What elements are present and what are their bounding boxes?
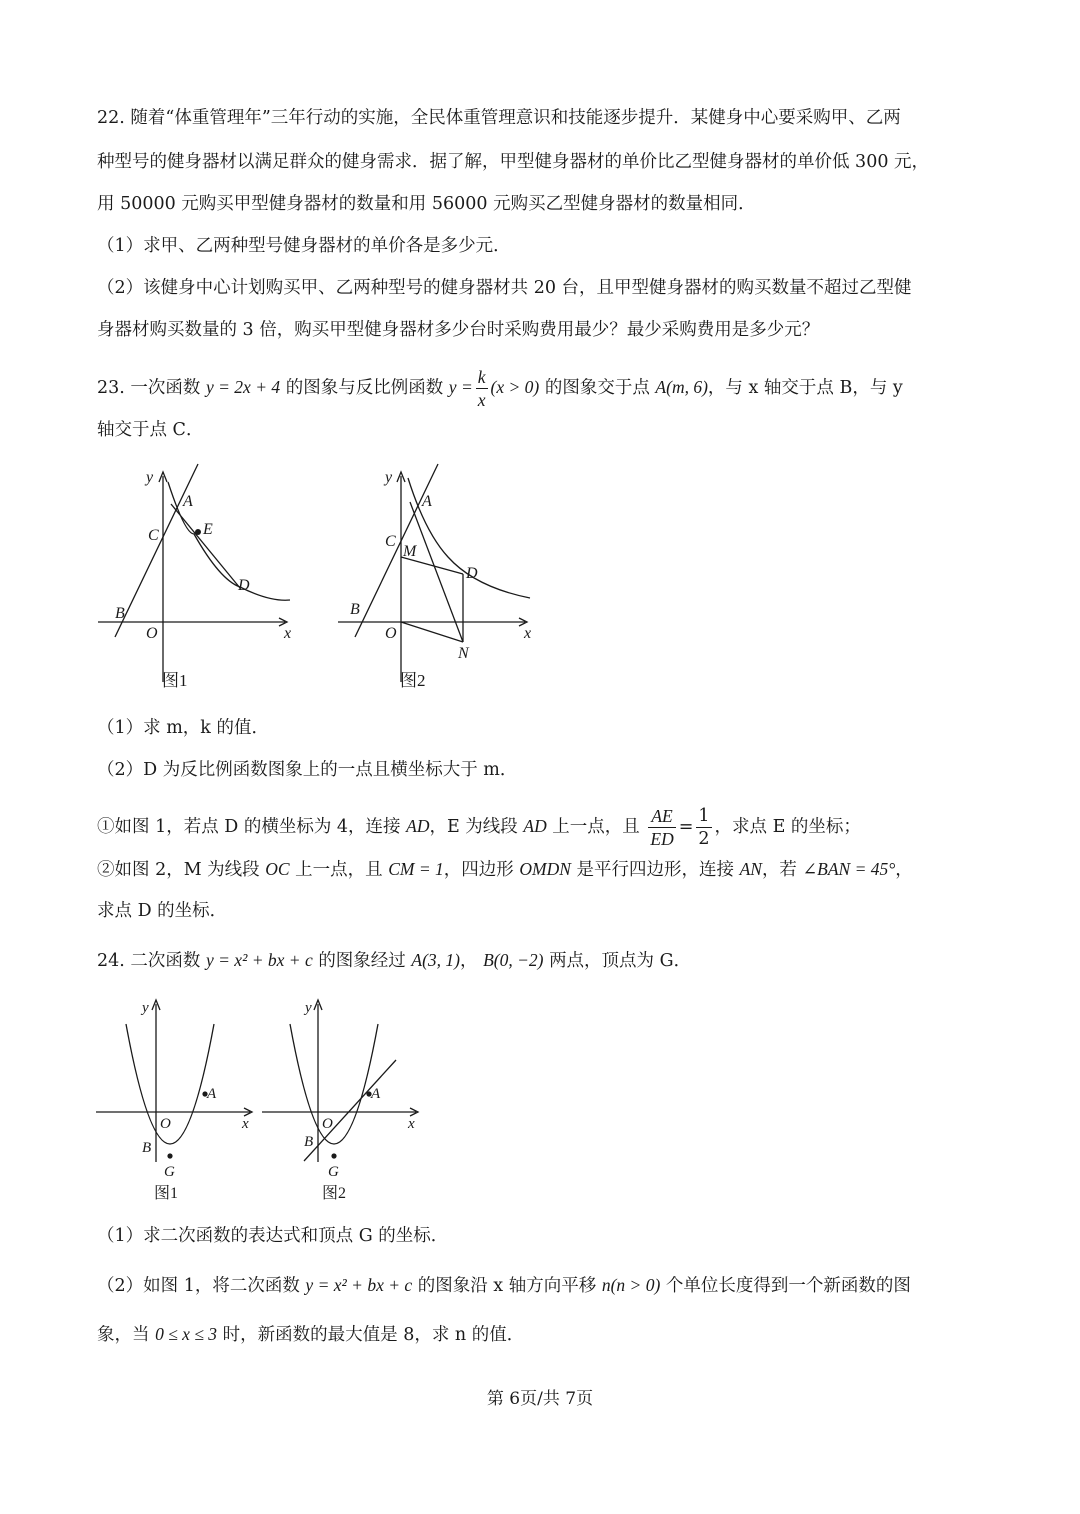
figure-1-caption: 图1 bbox=[154, 1185, 179, 1202]
q22-part-2-line-1: （2）该健身中心计划购买甲、乙两种型号的健身器材共 20 台，且甲型健身器材的购买数量不超过乙型健 bbox=[97, 278, 912, 298]
label-n: N bbox=[458, 645, 469, 662]
label-x: x bbox=[524, 625, 532, 642]
q24-figure-2 bbox=[258, 994, 428, 1206]
q24-figure-1 bbox=[90, 994, 260, 1206]
label-b: B bbox=[304, 1134, 314, 1150]
linear-line bbox=[355, 464, 438, 637]
label-y: y bbox=[385, 469, 393, 486]
q23-inverse-fraction: $\frac{k}{x}$ bbox=[477, 367, 486, 410]
ratio-one-half: $\frac{1}{2}$ bbox=[698, 806, 710, 849]
q23-intro-line-2: 轴交于点 C． bbox=[97, 420, 204, 440]
label-a: A bbox=[207, 1086, 217, 1102]
q23-sub-2-line-1: ②如图 2，M 为线段 OC 上一点，且 CM = 1，四边形 OMDN 是平行四边形，连接 AN，若 ∠BAN = 45°， bbox=[97, 859, 913, 880]
q23-figure-2 bbox=[330, 462, 550, 694]
q22-line-2: 种型号的健身器材以满足群众的健身需求．据了解，甲型健身器材的单价比乙型健身器材的单价低 300 元， bbox=[97, 152, 930, 172]
label-x: x bbox=[242, 1116, 249, 1132]
label-c: C bbox=[385, 533, 396, 550]
label-x: x bbox=[284, 625, 292, 642]
label-a: A bbox=[371, 1086, 381, 1102]
page-footer: 第 6页/共 7页 bbox=[486, 1389, 594, 1409]
parabola-curve bbox=[290, 1024, 378, 1144]
q22-line-1: 22. 随着“体重管理年”三年行动的实施，全民体重管理意识和技能逐步提升．某健身中心要采购甲、乙两 bbox=[97, 108, 901, 128]
q23-intro-line-1: 23. 一次函数 y = 2x + 4 的图象与反比例函数 y = $\frac{k}{x}$ (x > 0) 的图象交于点 A(m, 6)，与 x 轴交于点 B，与 y bbox=[97, 367, 903, 410]
label-b: B bbox=[142, 1140, 152, 1156]
q23-sub-1: ①如图 1，若点 D 的横坐标为 4，连接 AD，E 为线段 AD 上一点，且 $\frac{AE}{ED}$ = $\frac{1}{2}$ ，求点 E 的坐标； bbox=[97, 806, 861, 849]
q23-figure-1 bbox=[90, 462, 310, 694]
label-a: A bbox=[183, 493, 193, 510]
q23-linear-function: y = 2x + 4 bbox=[205, 377, 281, 397]
label-d: D bbox=[238, 577, 250, 594]
point-e-dot bbox=[195, 529, 201, 535]
q23-point-a: A(m, 6) bbox=[655, 377, 708, 397]
segment-ad bbox=[171, 504, 240, 588]
label-x: x bbox=[408, 1116, 415, 1132]
label-y: y bbox=[146, 469, 154, 486]
segment-on bbox=[401, 622, 463, 642]
linear-line bbox=[115, 464, 198, 637]
figure-2-caption: 图2 bbox=[322, 1185, 347, 1202]
q24-intro: 24. 二次函数 y = x² + bx + c 的图象经过 A(3, 1)， B(0, −2) 两点，顶点为 G． bbox=[97, 950, 692, 971]
q22-line-3: 用 50000 元购买甲型健身器材的数量和用 56000 元购买乙型健身器材的数量相同． bbox=[97, 194, 756, 214]
label-c: C bbox=[148, 527, 159, 544]
label-d: D bbox=[466, 565, 478, 582]
label-b: B bbox=[350, 601, 360, 618]
ratio-ae-ed: $\frac{AE}{ED}$ bbox=[650, 806, 674, 849]
label-y: y bbox=[305, 1000, 312, 1016]
figure-1-caption: 图1 bbox=[162, 671, 188, 690]
label-b: B bbox=[115, 605, 125, 622]
label-e: E bbox=[203, 521, 213, 538]
label-a: A bbox=[422, 493, 432, 510]
q24-part-1: （1）求二次函数的表达式和顶点 G 的坐标． bbox=[97, 1226, 449, 1246]
q23-part-2: （2）D 为反比例函数图象上的一点且横坐标大于 m． bbox=[97, 760, 518, 780]
q22-part-2-line-2: 身器材购买数量的 3 倍，购买甲型健身器材多少台时采购费用最少？最少采购费用是多少元？ bbox=[97, 320, 820, 340]
q24-part-2-line-1: （2）如图 1，将二次函数 y = x² + bx + c 的图象沿 x 轴方向平移 n(n > 0) 个单位长度得到一个新函数的图 bbox=[97, 1275, 911, 1296]
figure-2-caption: 图2 bbox=[400, 671, 426, 690]
label-o: O bbox=[322, 1116, 333, 1132]
point-g-dot bbox=[167, 1153, 172, 1158]
label-m: M bbox=[403, 543, 417, 560]
label-o: O bbox=[160, 1116, 171, 1132]
q23-part-1: （1）求 m，k 的值． bbox=[97, 718, 269, 738]
label-g: G bbox=[164, 1164, 175, 1180]
q22-part-1: （1）求甲、乙两种型号健身器材的单价各是多少元． bbox=[97, 236, 511, 256]
q23-sub-2-line-2: 求点 D 的坐标． bbox=[97, 901, 228, 921]
label-o: O bbox=[385, 625, 397, 642]
label-g: G bbox=[328, 1164, 339, 1180]
q24-part-2-line-2: 象，当 0 ≤ x ≤ 3 时，新函数的最大值是 8，求 n 的值． bbox=[97, 1324, 525, 1345]
point-g-dot bbox=[331, 1153, 336, 1158]
label-o: O bbox=[146, 625, 158, 642]
q24-quadratic: y = x² + bx + c bbox=[205, 950, 313, 970]
label-y: y bbox=[142, 1000, 149, 1016]
